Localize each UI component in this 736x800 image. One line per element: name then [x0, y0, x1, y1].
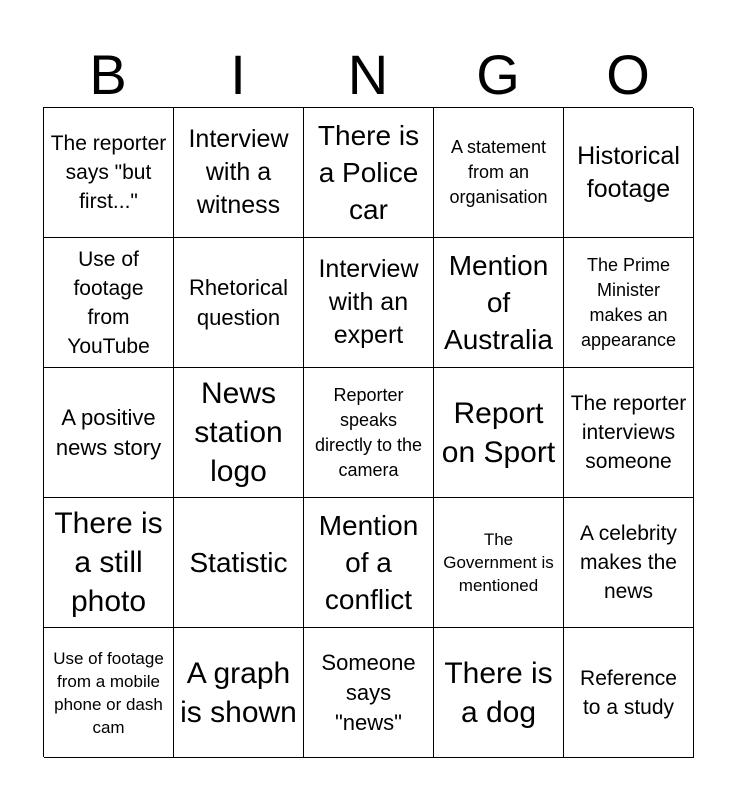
bingo-cell: [174, 368, 304, 498]
cell-text: The reporter interviews someone: [570, 392, 687, 473]
bingo-cell: [44, 628, 174, 758]
cell-text: Interview with a witness: [188, 125, 289, 219]
cell-text: Use of footage from YouTube: [67, 247, 150, 358]
header-letter-i: I: [230, 43, 246, 106]
cell-text: Interview with an expert: [318, 255, 419, 349]
header-letter-o: O: [606, 43, 650, 106]
cell-text: The reporter says "but first...": [50, 132, 167, 213]
cell-text: Reference to a study: [580, 666, 677, 719]
bingo-cell: [174, 238, 304, 368]
cell-text: News station logo: [194, 377, 283, 488]
cell-text: Someone says "news": [321, 649, 416, 735]
bingo-cell: [44, 368, 174, 498]
bingo-cell: [434, 108, 564, 238]
bingo-header: [43, 42, 693, 108]
bingo-cell: [44, 498, 174, 628]
cell-text: There is a Police car: [317, 120, 420, 225]
bingo-cell: [304, 628, 434, 758]
cell-text: Mention of Australia: [444, 250, 553, 355]
bingo-cell: [434, 628, 564, 758]
cell-text: A positive news story: [55, 404, 162, 460]
cell-text: There is a dog: [444, 656, 553, 729]
bingo-cell: [44, 238, 174, 368]
bingo-cell: [174, 108, 304, 238]
header-letter-n: N: [347, 43, 389, 106]
bingo-cell: [44, 108, 174, 238]
bingo-cell: [304, 108, 434, 238]
cell-text: Historical footage: [577, 141, 680, 203]
bingo-cell: [564, 368, 694, 498]
cell-text: Use of footage from a mobile phone or dash cam: [53, 648, 164, 737]
bingo-cell: [434, 498, 564, 628]
cell-text: A graph is shown: [180, 656, 297, 729]
bingo-cell: [564, 498, 694, 628]
cell-text: Reporter speaks directly to the camera: [314, 384, 423, 480]
bingo-cell: [564, 628, 694, 758]
bingo-cell: [564, 108, 694, 238]
bingo-cell: [174, 498, 304, 628]
bingo-cell: [174, 628, 304, 758]
bingo-cell: [304, 238, 434, 368]
cell-text: The Prime Minister makes an appearance: [580, 254, 677, 350]
cell-text: Statistic: [189, 547, 288, 578]
cell-text: Rhetorical question: [188, 274, 289, 330]
cell-text: A statement from an organisation: [449, 137, 548, 207]
bingo-grid: [43, 107, 693, 757]
bingo-cell: [434, 368, 564, 498]
bingo-cell: [304, 368, 434, 498]
cell-text: Mention of a conflict: [318, 510, 419, 615]
cell-text: A celebrity makes the news: [580, 522, 677, 603]
bingo-cell: [564, 238, 694, 368]
bingo-cell: [434, 238, 564, 368]
bingo-cell: [304, 498, 434, 628]
cell-text: There is a still photo: [54, 507, 163, 618]
cell-text: The Government is mentioned: [443, 530, 554, 595]
header-letter-b: B: [89, 43, 127, 106]
cell-text: Report on Sport: [441, 396, 556, 469]
header-letter-g: G: [476, 43, 520, 106]
